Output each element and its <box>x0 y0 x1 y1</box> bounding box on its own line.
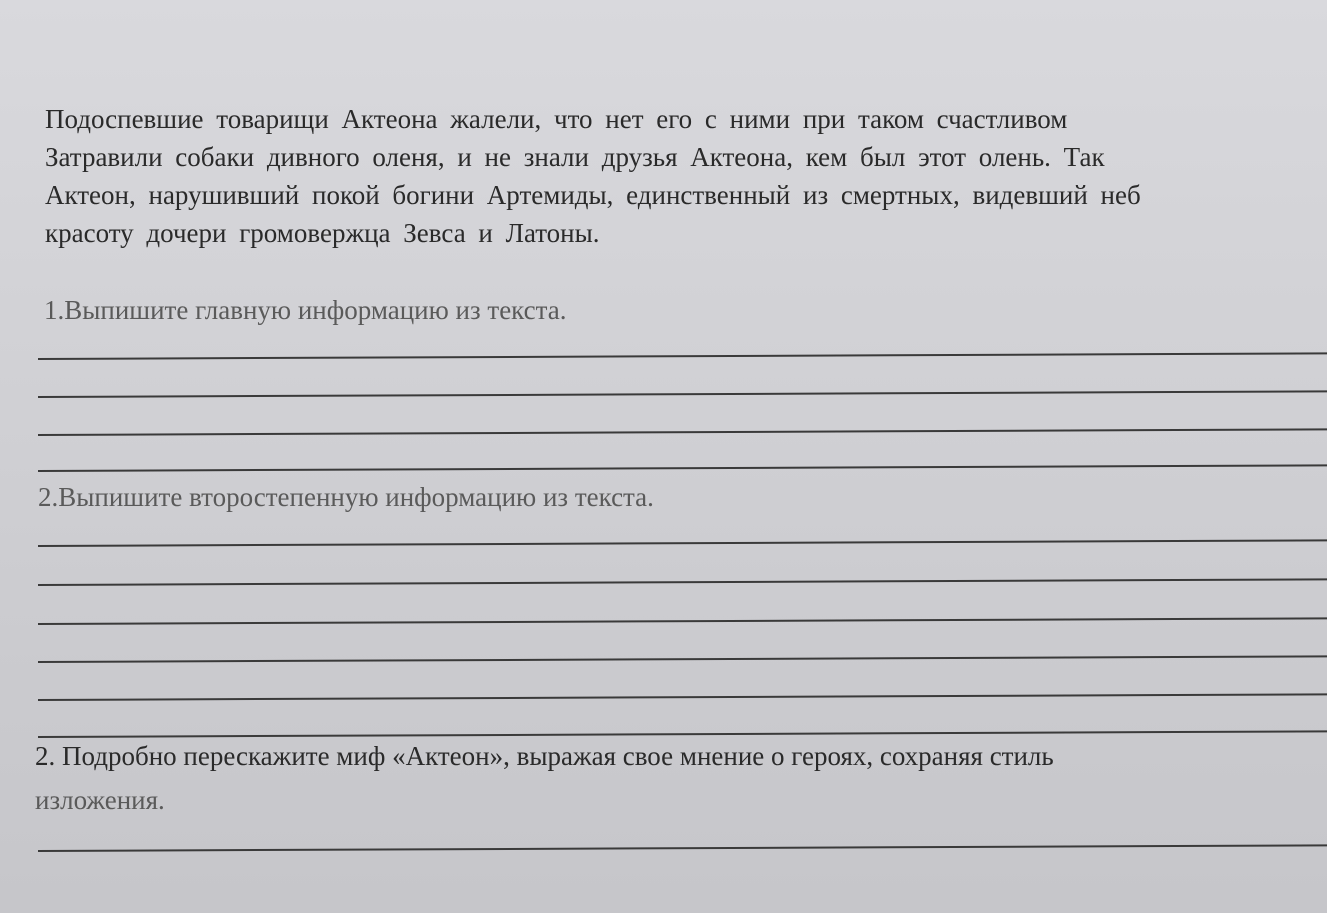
task-3-prompt-line-1: 2. Подробно перескажите миф «Актеон», выражая свое мнение о героях, сохраняя стиль <box>35 741 1054 771</box>
answer-line-1-4[interactable] <box>38 464 1327 471</box>
answer-line-1-2[interactable] <box>38 390 1327 397</box>
answer-line-3-1[interactable] <box>38 844 1327 851</box>
answer-line-2-3[interactable] <box>38 617 1327 624</box>
answer-line-2-6[interactable] <box>38 730 1327 737</box>
answer-line-2-1[interactable] <box>38 539 1327 546</box>
answer-line-2-2[interactable] <box>38 578 1327 585</box>
answer-line-1-1[interactable] <box>38 352 1327 359</box>
paragraph-line-2: Затравили собаки дивного оленя, и не знали друзья Актеона, кем был этот олень. Так <box>45 142 1105 172</box>
story-paragraph <box>45 100 1327 252</box>
task-3-prompt-line-2: изложения. <box>35 785 165 815</box>
answer-line-2-4[interactable] <box>38 655 1327 662</box>
answer-line-1-3[interactable] <box>38 428 1327 435</box>
answer-line-2-5[interactable] <box>38 693 1327 700</box>
paragraph-line-4: красоту дочери громовержца Зевса и Латоны. <box>45 218 600 248</box>
paragraph-line-3: Актеон, нарушивший покой богини Артемиды, единственный из смертных, видевший неб <box>45 180 1141 210</box>
paragraph-line-1: Подоспевшие товарищи Актеона жалели, что нет его с ними при таком счастливом <box>45 104 1068 134</box>
task-1-prompt: 1.Выпишите главную информацию из текста. <box>44 295 567 325</box>
task-2-prompt: 2.Выпишите второстепенную информацию из текста. <box>38 482 654 512</box>
